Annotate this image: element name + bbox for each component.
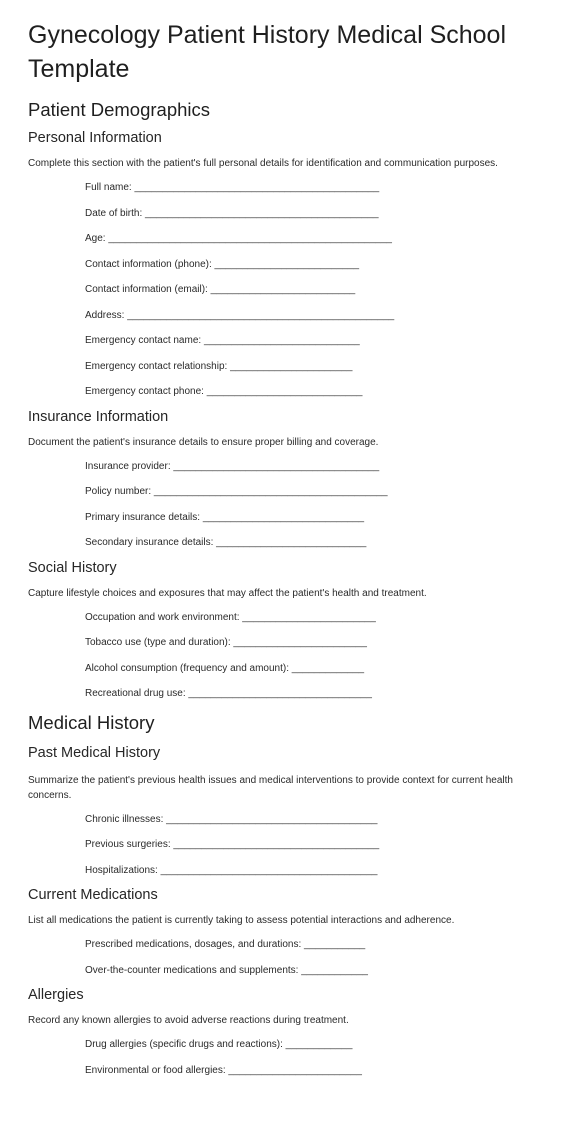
field-insurance-provider: Insurance provider: _____________________________________ <box>85 460 380 472</box>
field-secondary-insurance: Secondary insurance details: ___________________________ <box>85 537 367 548</box>
field-hospitalizations: Hospitalizations: _______________________________________ <box>85 864 378 876</box>
field-emergency-contact-relationship: Emergency contact relationship: ______________________ <box>85 360 353 372</box>
field-contact-phone: Contact information (phone): __________________________ <box>85 258 360 270</box>
field-environmental-food-allergies: Environmental or food allergies: ________________________ <box>85 1064 362 1076</box>
subsection-description: List all medications the patient is currently taking to assess potential interactions and adherence. <box>28 915 455 926</box>
field-otc-medications: Over-the-counter medications and supplements: ____________ <box>85 964 368 976</box>
section-heading-medical-history: Medical History <box>28 711 155 733</box>
field-prescribed-medications: Prescribed medications, dosages, and durations: ___________ <box>85 939 366 950</box>
subsection-heading-current-medications: Current Medications <box>28 887 158 903</box>
field-emergency-contact-name: Emergency contact name: ____________________________ <box>85 335 360 346</box>
field-chronic-illnesses: Chronic illnesses: ______________________________________ <box>85 813 378 825</box>
section-heading-patient-demographics: Patient Demographics <box>28 99 211 120</box>
field-age: Age: ___________________________________________________ <box>85 233 392 244</box>
field-list <box>28 813 554 890</box>
subsection-description: Summarize the patient's previous health issues and medical interventions to provide context for current health concerns. <box>28 774 513 801</box>
document-title: Gynecology Patient History Medical School Template <box>28 21 507 83</box>
subsection-description: Capture lifestyle choices and exposures that may affect the patient's health and treatment. <box>28 587 427 599</box>
field-primary-insurance: Primary insurance details: _____________________________ <box>85 511 365 523</box>
field-alcohol-consumption: Alcohol consumption (frequency and amount): _____________ <box>85 662 365 674</box>
field-date-of-birth: Date of birth: __________________________________________ <box>85 207 379 219</box>
field-drug-allergies: Drug allergies (specific drugs and reactions): ____________ <box>85 1039 353 1050</box>
subsection-heading-allergies: Allergies <box>28 987 84 1003</box>
field-emergency-contact-phone: Emergency contact phone: ____________________________ <box>85 386 363 397</box>
subsection-description: Record any known allergies to avoid adverse reactions during treatment. <box>28 1015 349 1026</box>
subsection-heading-personal-information: Personal Information <box>28 130 162 146</box>
field-occupation: Occupation and work environment: ________________________ <box>85 611 376 623</box>
field-contact-email: Contact information (email): __________________________ <box>85 284 356 295</box>
subsection-heading-past-medical-history: Past Medical History <box>28 744 161 761</box>
field-recreational-drug-use: Recreational drug use: _________________________________ <box>85 688 372 699</box>
field-full-name: Full name: ____________________________________________ <box>85 182 380 193</box>
field-tobacco-use: Tobacco use (type and duration): ________________________ <box>85 637 367 648</box>
subsection-heading-insurance-information: Insurance Information <box>28 408 169 425</box>
field-address: Address: ________________________________________________ <box>85 309 395 321</box>
field-list <box>28 611 554 713</box>
subsection-description: Document the patient's insurance details to ensure proper billing and coverage. <box>28 436 379 448</box>
field-list <box>28 1038 554 1089</box>
field-previous-surgeries: Previous surgeries: _____________________________________ <box>85 839 380 850</box>
field-policy-number: Policy number: __________________________________________ <box>85 486 388 497</box>
subsection-heading-social-history: Social History <box>28 559 117 576</box>
field-list <box>28 938 554 989</box>
subsection-description: Complete this section with the patient's full personal details for identification and communication purposes. <box>28 158 498 169</box>
field-list <box>28 181 554 411</box>
field-list <box>28 460 554 562</box>
